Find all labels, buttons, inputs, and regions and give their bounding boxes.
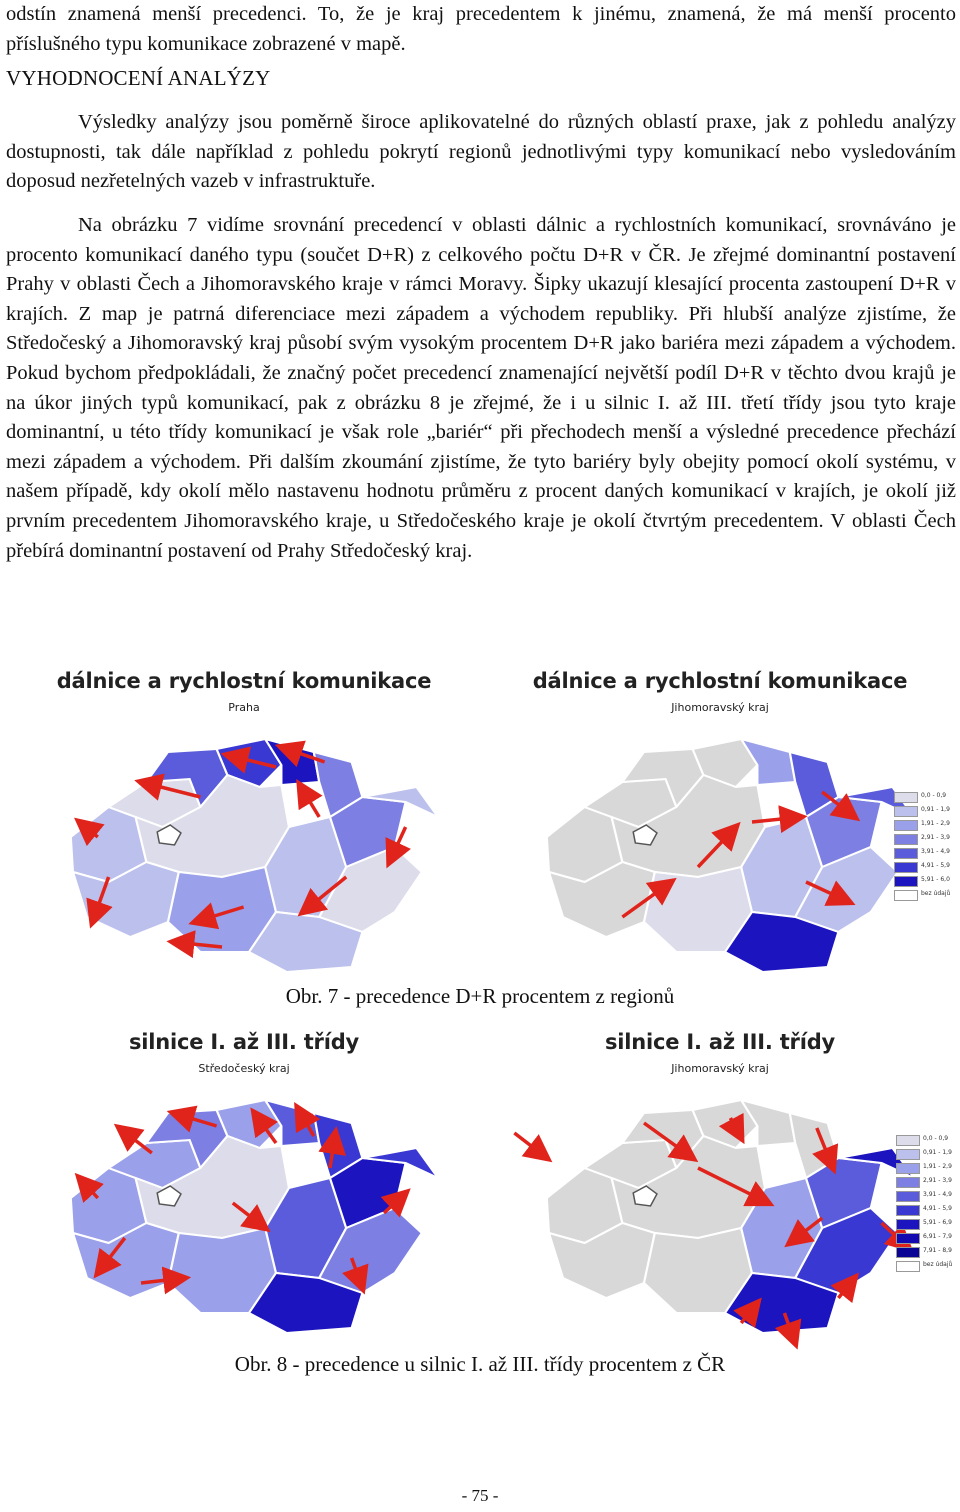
legend-label: 2,91 - 3,9 — [921, 834, 950, 841]
legend-swatch — [896, 1191, 920, 1202]
legend-swatch — [896, 1261, 920, 1272]
figure-7 — [6, 657, 958, 969]
figure-8-right-title: silnice I. až III. třídy — [604, 1030, 836, 1054]
legend-swatch — [896, 1219, 920, 1230]
legend-label: 5,91 - 6,0 — [921, 876, 950, 883]
figure-8-right-subtitle: Jihomoravský kraj — [671, 1062, 769, 1075]
figure-8-right-panel — [482, 1018, 958, 1330]
legend-swatch — [896, 1247, 920, 1258]
figure-7-right-panel — [482, 657, 958, 969]
figure-7-left-subtitle: Praha — [228, 701, 260, 714]
page-number: - 75 - — [461, 1486, 499, 1505]
legend-swatch — [896, 1135, 920, 1146]
figure-7-right-title: dálnice a rychlostní komunikace — [532, 669, 908, 693]
figure-8 — [6, 1018, 958, 1330]
legend-label: 3,91 - 4,9 — [923, 1191, 952, 1198]
legend-swatch — [894, 890, 918, 901]
czech-map — [6, 1018, 482, 1330]
legend-label: 7,91 - 8,9 — [923, 1247, 952, 1254]
czech-map — [482, 1018, 958, 1330]
paragraph-figure-discussion: Na obrázku 7 vidíme srovnání precedencí v oblasti dálnic a rychlostních komunikací, srovnáváno je procento komunikací daného typu (součet D+R) z celkového počtu D+R v ČR. Je zřejmé dominantní postavení Prahy v oblasti Čech a Jihomoravského kraje v rámci Moravy. Šipky ukazují klesající procenta zastoupení D+R v krajích. Z map je patrná diferenciace mezi západem a východem republiky. Při hlubší analýze zjistíme, že Středočeský a Jihomoravský kraj působí svým vysokým procentem D+R jako bariéra mezi západem a východem. Pokud bychom předpokládali, že značný počet precedencí znamenající největší podíl D+R v těchto dvou krajů je na úkor jiných typů komunikací, pak z obrázku 8 je zřejmé, že i u silnic I. až III. třetí třídy jsou tyto kraje dominantní, u této třídy komunikací je však role „bariér“ při přechodech menší a výsledné precedence přechází mezi západem a východem. Při dalším zkoumání zjistíme, že tyto bariéry byly obejity pomocí okolí systému, v našem případě, kdy okolí mělo nastavenu hodnotu průměru z procent daných komunikací v krajích, je okolí již prvním precedentem Jihomoravského kraje, u Středočeského kraje je okolí čtvrtým precedentem. V oblasti Čech přebírá dominantní postavení od Prahy Středočeský kraj. — [6, 214, 956, 562]
legend-swatch — [894, 792, 918, 803]
legend-label: 4,91 - 5,9 — [923, 1205, 952, 1212]
legend-swatch — [894, 820, 918, 831]
legend-swatch — [894, 848, 918, 859]
legend-label: 3,91 - 4,9 — [921, 848, 950, 855]
precedence-arrow — [300, 785, 319, 817]
precedence-arrow — [514, 1133, 546, 1158]
intro-paragraph: odstín znamená menší precedenci. To, že je kraj precedentem k jinému, znamená, že má menší procento příslušného typu komunikace zobrazené v mapě. — [6, 3, 956, 55]
legend-label: 4,91 - 5,9 — [921, 862, 950, 869]
figure-7-left-title: dálnice a rychlostní komunikace — [56, 669, 432, 693]
legend-swatch — [896, 1177, 920, 1188]
figure-8-left-title: silnice I. až III. třídy — [128, 1030, 360, 1054]
legend-swatch — [896, 1205, 920, 1216]
legend-label: 0,0 - 0,9 — [921, 792, 947, 799]
legend-label: 1,91 - 2,9 — [923, 1163, 952, 1170]
legend-swatch — [896, 1163, 920, 1174]
figure-7-caption: Obr. 7 - precedence D+R procentem z regionů — [285, 984, 675, 1008]
legend-label: 2,91 - 3,9 — [923, 1177, 952, 1184]
legend-label: 0,0 - 0,9 — [923, 1135, 949, 1142]
legend-label: bez údajů — [921, 890, 951, 897]
legend-swatch — [894, 862, 918, 873]
legend-swatch — [894, 806, 918, 817]
legend-label: 0,91 - 1,9 — [921, 806, 950, 813]
figure-7-left-panel — [6, 657, 482, 969]
czech-map — [6, 657, 482, 969]
figure-8-caption: Obr. 8 - precedence u silnic I. až III. třídy procentem z ČR — [234, 1352, 726, 1376]
legend-swatch — [896, 1149, 920, 1160]
legend-label: 0,91 - 1,9 — [923, 1149, 952, 1156]
figure-8-left-subtitle: Středočeský kraj — [198, 1062, 290, 1075]
legend-swatch — [894, 834, 918, 845]
legend-swatch — [896, 1233, 920, 1244]
figure-7-right-subtitle: Jihomoravský kraj — [671, 701, 769, 714]
paragraph-results: Výsledky analýzy jsou poměrně široce aplikovatelné do různých oblastí praxe, jak z pohledu analýzy dostupnosti, tak dále například z pohledu pokrytí regionů jednotlivými typy komunikací nebo vysledováním doposud nezřetelných vazeb v infrastruktuře. — [6, 111, 956, 193]
czech-map — [482, 657, 958, 969]
legend-label: 5,91 - 6,9 — [923, 1219, 952, 1226]
figure-8-left-panel — [6, 1018, 482, 1330]
legend-swatch — [894, 876, 918, 887]
legend-label: 6,91 - 7,9 — [923, 1233, 952, 1240]
legend-label: 1,91 - 2,9 — [921, 820, 950, 827]
section-heading: VYHODNOCENÍ ANALÝZY — [6, 66, 271, 90]
legend-label: bez údajů — [923, 1261, 953, 1268]
